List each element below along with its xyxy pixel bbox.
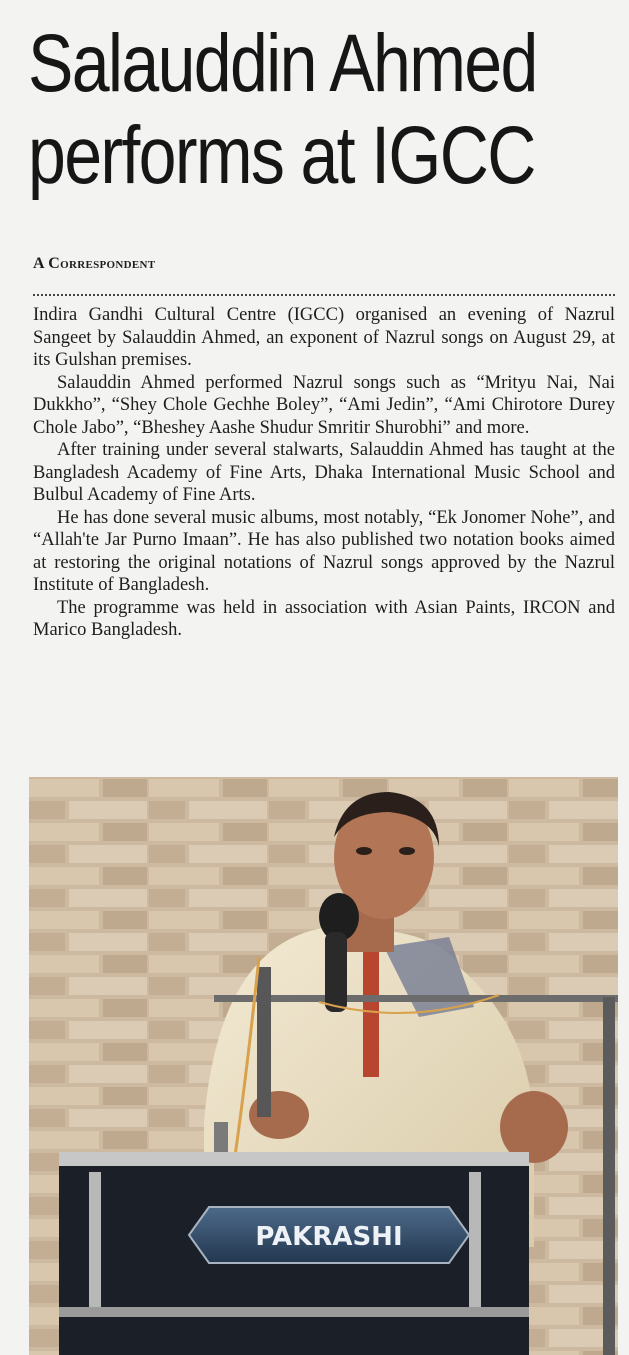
paragraph-3: After training under several stalwarts, Salauddin Ahmed has taught at the Bangladesh Academy of Fine Arts, Dhaka International Music School and Bulbul Academy of Fine Arts. xyxy=(33,440,615,505)
byline: A Correspondent xyxy=(33,255,156,272)
paragraph-2: Salauddin Ahmed performed Nazrul songs such as “Mrityu Nai, Nai Dukkho”, “Shey Chole Gechhe Boley”, “Ami Jedin”, “Ami Chirotore Durey Chole Jabo”, “Bheshey Aashe Shudur Smritir Shurobhi” and more. xyxy=(33,372,615,438)
performer-photo xyxy=(29,777,618,1355)
headline-line-1: Salauddin Ahmed xyxy=(28,18,537,109)
harmonium-brand-label: PAKRASHI xyxy=(255,1222,403,1252)
paragraph-4: He has done several music albums, most notably, “Ek Jonomer Nohe”, and “Allah'te Jar Purno Imaan”. He has also published two notation books aimed at restoring the original notations of Nazrul songs approved by the Nazrul Institute of Bangladesh. xyxy=(33,507,615,595)
article-body xyxy=(33,304,615,642)
photo-illustration xyxy=(29,777,618,1355)
headline-line-2: performs at IGCC xyxy=(28,110,535,201)
article-headline xyxy=(28,18,537,202)
paragraph-5: The programme was held in association with Asian Paints, IRCON and Marico Bangladesh. xyxy=(33,597,615,640)
paragraph-1: Indira Gandhi Cultural Centre (IGCC) organised an evening of Nazrul Sangeet by Salauddin Ahmed, an exponent of Nazrul songs on August 29, at its Gulshan premises. xyxy=(33,305,615,370)
dotted-divider xyxy=(33,294,615,296)
microphone-boom xyxy=(214,995,618,1002)
